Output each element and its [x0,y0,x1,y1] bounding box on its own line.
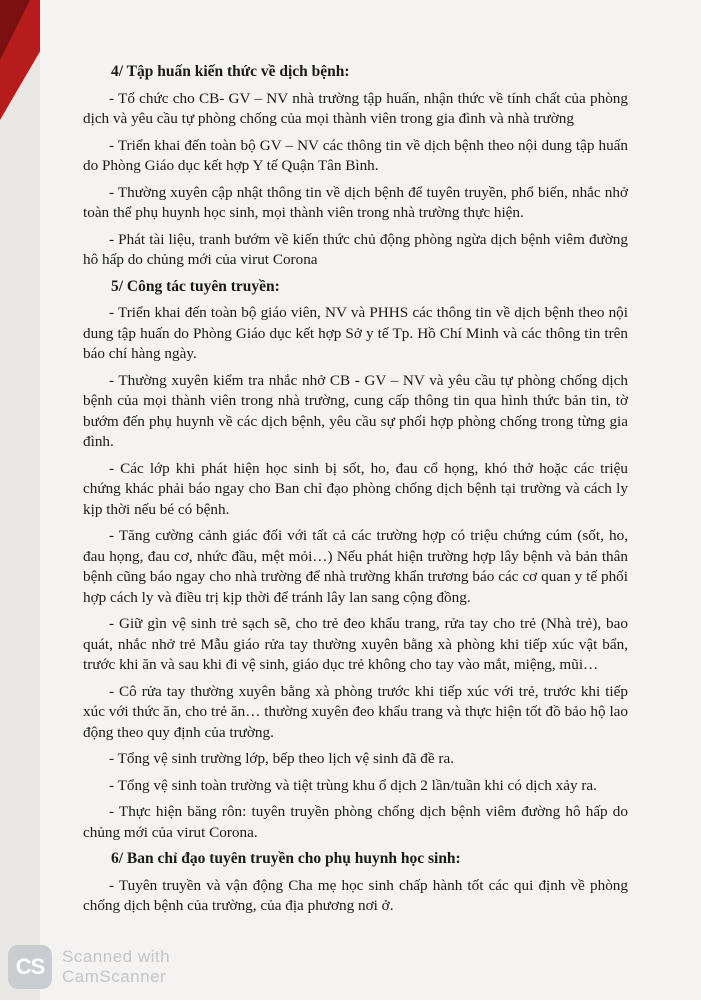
paragraph: - Thực hiện băng rôn: tuyên truyền phòng chống dịch bệnh viêm đường hô hấp do chủng mới của virut Corona. [83,803,628,841]
paragraph: - Các lớp khi phát hiện học sinh bị sốt, ho, đau cổ họng, khó thở hoặc các triệu chứng khác phải báo ngay cho Ban chỉ đạo phòng chống dịch bệnh tại trường và cách ly kịp thời nếu bé có bệnh. [83,459,628,518]
paragraph: - Tăng cường cảnh giác đối với tất cả các trường hợp có triệu chứng cúm (sốt, ho, đau họng, đau cơ, nhức đầu, mệt mỏi…) Nếu phát hiện trường hợp lây bệnh và bản thân bệnh cũng báo ngay cho nhà trường để nhà trường khẩn trương báo các cơ quan y tế phối hợp cách ly và điều trị kịp thời để tránh lây lan sang cộng đồng. [83,527,628,606]
section-heading: 5/ Công tác tuyên truyền: [111,277,280,295]
paragraph: - Tổng vệ sinh toàn trường và tiệt trùng khu ổ dịch 2 lần/tuần khi có dịch xảy ra. [109,776,597,794]
document-body [83,62,628,923]
section-6 [83,849,628,917]
paragraph: - Phát tài liệu, tranh bướm về kiến thức chủ động phòng ngừa dịch bệnh viêm đường hô hấp do chủng mới của virut Corona [83,230,628,268]
section-heading: 4/ Tập huấn kiến thức về dịch bệnh: [111,63,350,80]
section-heading: 6/ Ban chỉ đạo tuyên truyền cho phụ huynh học sinh: [111,850,461,867]
camscanner-watermark [8,945,208,991]
paragraph: - Giữ gìn vệ sinh trẻ sạch sẽ, cho trẻ đeo khẩu trang, rửa tay cho trẻ (Nhà trẻ), bao quát, nhắc nhở trẻ Mẫu giáo rửa tay thường xuyên bằng xà phòng khi tiếp xúc vật bẩn, trước khi ăn và sau khi đi vệ sinh, giáo dục trẻ không cho tay vào mắt, miệng, mũi… [83,615,628,673]
paragraph: - Tổ chức cho CB- GV – NV nhà trường tập huấn, nhận thức về tính chất của phòng dịch và yêu cầu tự phòng chống của mọi thành viên trong gia đình và nhà trường [83,89,628,127]
corner-shadow-dark [0,0,30,60]
section-4 [83,62,628,271]
paragraph: - Thường xuyên cập nhật thông tin về dịch bệnh để tuyên truyền, phổ biến, nhắc nhở toàn thể phụ huynh học sinh, mọi thành viên trong nhà trường thực hiện. [83,183,628,221]
paragraph: - Triển khai đến toàn bộ GV – NV các thông tin về dịch bệnh theo nội dung tập huấn do Phòng Giáo dục kết hợp Y tế Quận Tân Bình. [83,136,628,174]
paragraph: - Tuyên truyền và vận động Cha mẹ học sinh chấp hành tốt các qui định về phòng chống dịch bệnh của trường, của địa phương nơi ở. [83,876,628,914]
section-5 [83,277,628,844]
camscanner-logo-icon: CS [8,945,52,989]
paragraph: - Thường xuyên kiểm tra nhắc nhở CB - GV – NV và yêu cầu tự phòng chống dịch bệnh của mọi thành viên trong nhà trường, cung cấp thông tin qua hình thức bản tin, tờ bướm đến phụ huynh về các dịch bệnh, yêu cầu sự phối hợp phòng chống trong từng gia đình. [83,371,628,450]
paragraph: - Tổng vệ sinh trường lớp, bếp theo lịch vệ sinh đã đề ra. [109,750,454,767]
watermark-text [62,947,170,987]
paragraph: - Cô rửa tay thường xuyên bằng xà phòng trước khi tiếp xúc với trẻ, trước khi tiếp xúc với thức ăn, cho trẻ ăn… thường xuyên đeo khẩu trang và thực hiện tốt đồ bảo hộ lao động theo quy định của trường. [83,682,628,741]
paragraph: - Triển khai đến toàn bộ giáo viên, NV và PHHS các thông tin về dịch bệnh theo nội dung tập huấn do Phòng Giáo dục kết hợp Sở y tế Tp. Hồ Chí Minh và các thông tin trên báo chí hàng ngày. [83,304,628,362]
watermark-line-2: CamScanner [62,967,167,986]
watermark-line-1: Scanned with [62,947,171,966]
